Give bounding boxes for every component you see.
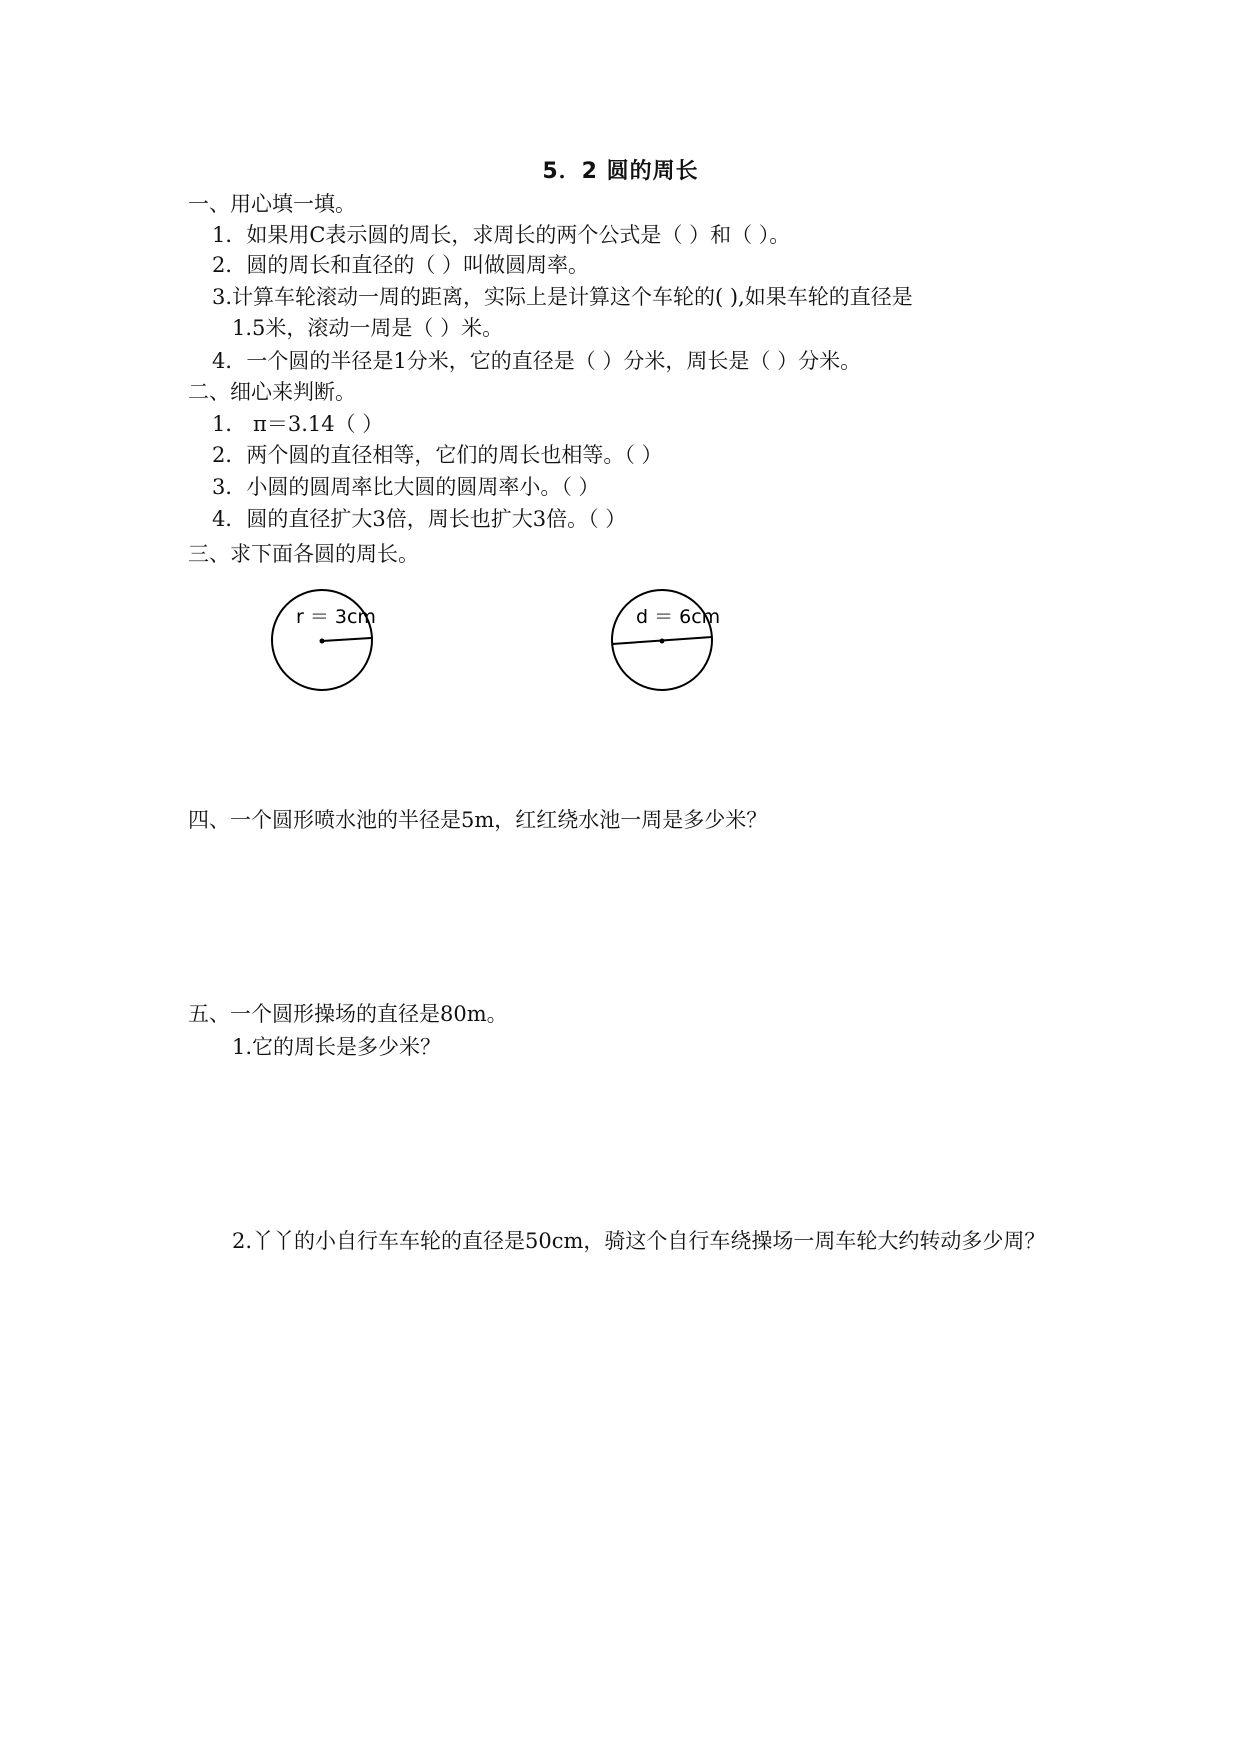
diameter-circle-figure <box>610 585 720 695</box>
section-3-heading: 三、求下面各圆的周长。 <box>188 542 419 566</box>
judge-question-1: 1． π＝3.14（ ） <box>212 412 384 436</box>
center-dot <box>320 639 325 644</box>
fill-question-2: 2．圆的周长和直径的（ ）叫做圆周率。 <box>212 253 590 277</box>
section-2-heading: 二、细心来判断。 <box>188 380 356 404</box>
judge-question-2: 2．两个圆的直径相等，它们的周长也相等。（ ） <box>212 443 663 467</box>
radius-circle-figure <box>270 585 380 695</box>
section-1-heading: 一、用心填一填。 <box>188 192 356 216</box>
fill-question-1: 1．如果用C表示圆的周长，求周长的两个公式是（ ）和（ ）。 <box>212 223 791 247</box>
center-dot <box>660 639 665 644</box>
radius-line <box>322 638 371 641</box>
section-5-question-1: 1.它的周长是多少米？ <box>232 1035 442 1059</box>
judge-question-4: 4．圆的直径扩大3倍，周长也扩大3倍。（ ） <box>212 507 627 531</box>
fill-question-4: 4．一个圆的半径是1分米，它的直径是（ ）分米，周长是（ ）分米。 <box>212 349 862 373</box>
fill-question-3: 3.计算车轮滚动一周的距离，实际上是计算这个车轮的( ),如果车轮的直径是 <box>212 285 913 309</box>
diameter-label: d ＝ 6cm <box>636 606 720 628</box>
radius-label: r ＝ 3cm <box>296 606 376 628</box>
section-5-question-2: 2.丫丫的小自行车车轮的直径是50cm，骑这个自行车绕操场一周车轮大约转动多少周？ <box>232 1229 1046 1253</box>
page-title: 5．2 圆的周长 <box>542 159 699 184</box>
judge-question-3: 3．小圆的圆周率比大圆的圆周率小。（ ） <box>212 475 600 499</box>
section-5-heading: 五、一个圆形操场的直径是80m。 <box>188 1002 508 1026</box>
section-4-question: 四、一个圆形喷水池的半径是5m，红红绕水池一周是多少米？ <box>188 808 768 832</box>
fill-question-3-continued: 1.5米，滚动一周是（ ）米。 <box>232 316 504 340</box>
